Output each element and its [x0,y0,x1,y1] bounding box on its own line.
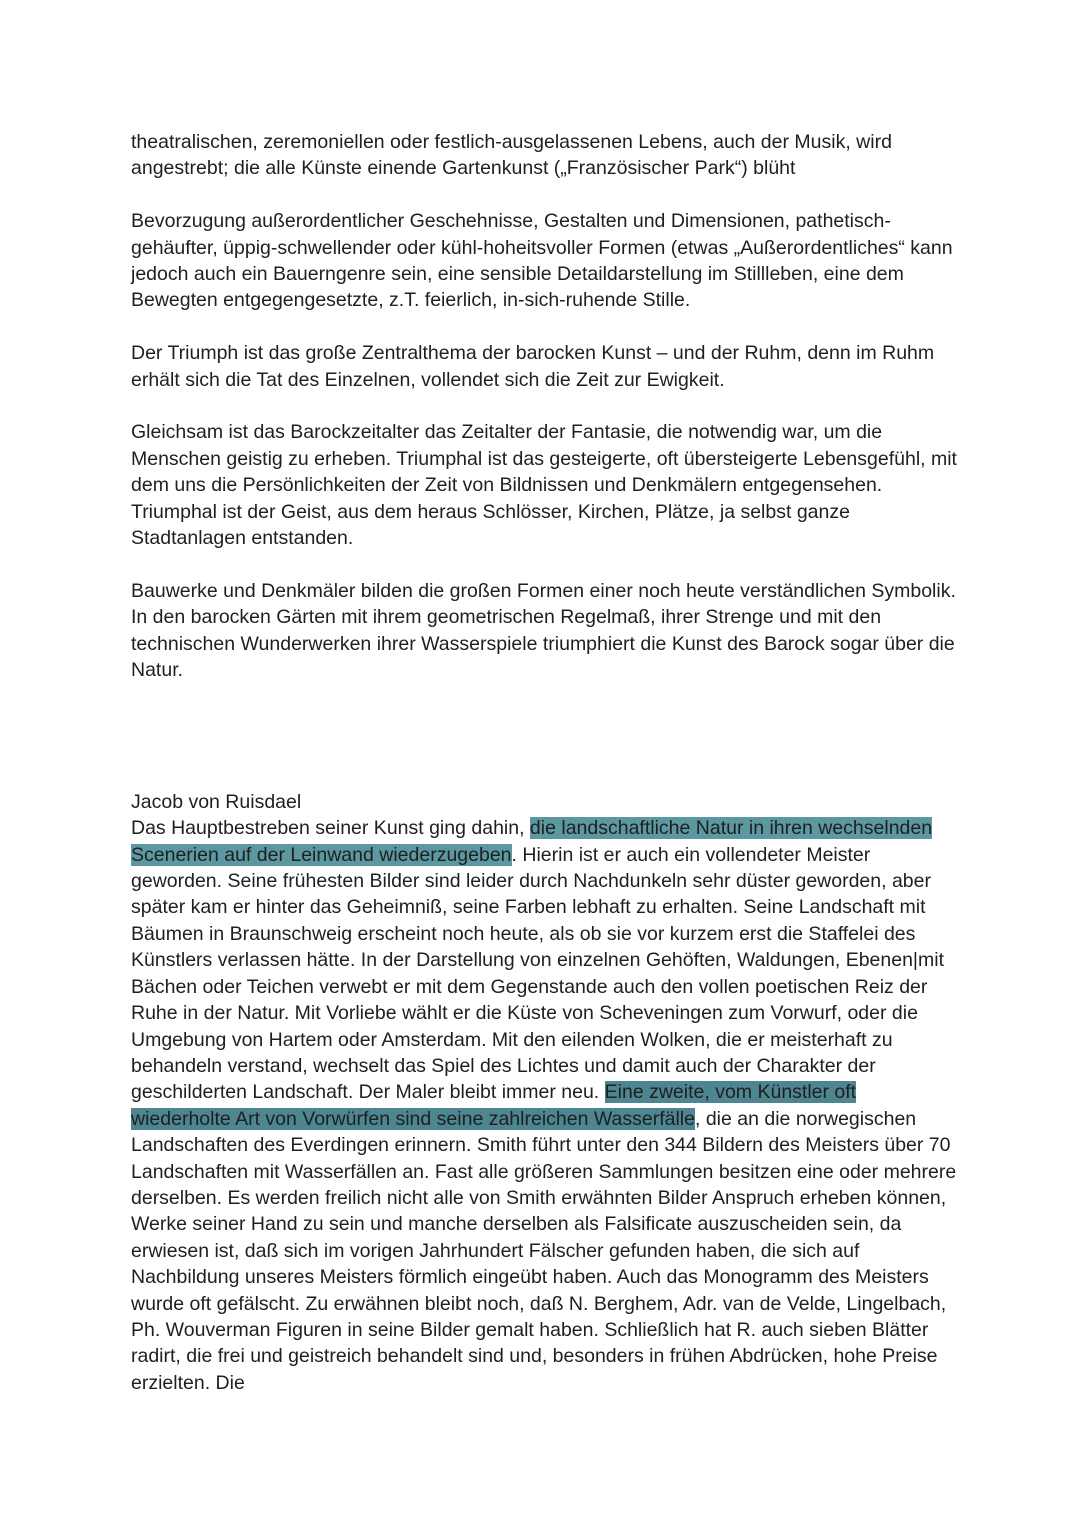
highlighted-text: Eine zweite, vom Künstler oft wiederholte Art von Vorwürfen sind seine zahlreichen Wasserfälle [131,1081,857,1130]
paragraph-gartenkunst: theatralischen, zeremoniellen oder festlich-ausgelassenen Lebens, auch der Musik, wird angestrebt; die alle Künste einende Gartenkunst („Französischer Park“) blüht [131,131,892,180]
text-segment: Das Hauptbestreben seiner Kunst ging dahin, [131,817,530,840]
text-segment: , die an die norwegischen Landschaften des Everdingen erinnern. Smith führt unter den 344 Bildern des Meisters über 70 Landschaften mit Wasserfällen an. Fast alle größeren Sammlungen besitzen eine oder mehrere derselben. Es werden freilich nicht alle von Smith erwähnten Bilder Anspruch erheben können, Werke seiner Hand zu sein und manche derselben als Falsificate auszuscheiden sein, da erwiesen ist, daß sich im vorigen Jahrhundert Fälscher gefunden haben, die sich auf Nachbildung unseres Meisters förmlich eingeübt haben. Auch das Monogramm des Meisters wurde oft gefälscht. Zu erwähnen bleibt noch, daß N. Berghem, Adr. van de Velde, Lingelbach, Ph. Wouverman Figuren in seine Bilder gemalt haben. Schließlich hat R. auch sieben Blätter radirt, die frei und geistreich behandelt sind und, besonders in frühen Abdrücken, hohe Preise erzielten. Die [131,1107,957,1394]
paragraph-fantasie: Gleichsam ist das Barockzeitalter das Zeitalter der Fantasie, die notwendig war, um die Menschen geistig zu erheben. Triumphal ist das gesteigerte, oft übersteigerte Lebensgefühl, mit dem uns die Persönlichkeiten der Zeit von Bildnissen und Denkmälern entgegensehen. Triumphal ist der Geist, aus dem heraus Schlösser, Kirchen, Plätze, ja selbst ganze Stadtanlagen entstanden. [131,421,957,550]
section-spacer [131,710,961,789]
document-body [131,129,961,1396]
paragraph-bevorzugung: Bevorzugung außerordentlicher Geschehnisse, Gestalten und Dimensionen, pathetisch-gehäufter, üppig-schwellender oder kühl-hoheitsvoller Formen (etwas „Außerordentliches“ kann jedoch auch ein Bauerngenre sein, eine sensible Detaildarstellung im Stillleben, eine dem Bewegten entgegengesetzte, z.T. feierlich, in-sich-ruhende Stille. [131,210,953,312]
paragraph-triumph: Der Triumph ist das große Zentralthema der barocken Kunst – und der Ruhm, denn im Ruhm erhält sich die Tat des Einzelnen, vollendet sich die Zeit zur Ewigkeit. [131,342,935,391]
paragraph-ruisdael [131,815,961,1396]
highlighted-text: die landschaftliche Natur in ihren wechselnden Scenerien auf der Leinwand wiederzugeben [131,817,933,866]
section-heading-ruisdael: Jacob von Ruisdael [131,790,302,813]
paragraph-bauwerke: Bauwerke und Denkmäler bilden die großen Formen einer noch heute verständlichen Symbolik. In den barocken Gärten mit ihrem geometrischen Regelmaß, ihrer Strenge und mit den technischen Wunderwerken ihrer Wasserspiele triumphiert die Kunst des Barock sogar über die Natur. [131,579,956,682]
text-segment: . Hierin ist er auch ein vollendeter Meister geworden. Seine frühesten Bilder sind leider durch Nachdunkeln sehr düster geworden, aber später kam er hinter das Geheimniß, seine Farben lebhaft zu erhalten. Seine Landschaft mit Bäumen in Braunschweig erscheint noch heute, als ob sie vor kurzem erst die Staffelei des Künstlers verlassen hätte. In der Darstellung von einzelnen Gehöften, Waldungen, Ebenen|mit Bächen oder Teichen verwebt er mit dem Gegenstande auch den vollen poetischen Reiz der Ruhe in der Natur. Mit Vorliebe wählt er die Küste von Scheveningen zum Vorwurf, oder die Umgebung von Hartem oder Amsterdam. Mit den eilenden Wolken, die er meisterhaft zu behandeln verstand, wechselt das Spiel des Lichtes und damit auch der Charakter der geschilderten Landschaft. Der Maler bleibt immer neu. [131,843,944,1104]
